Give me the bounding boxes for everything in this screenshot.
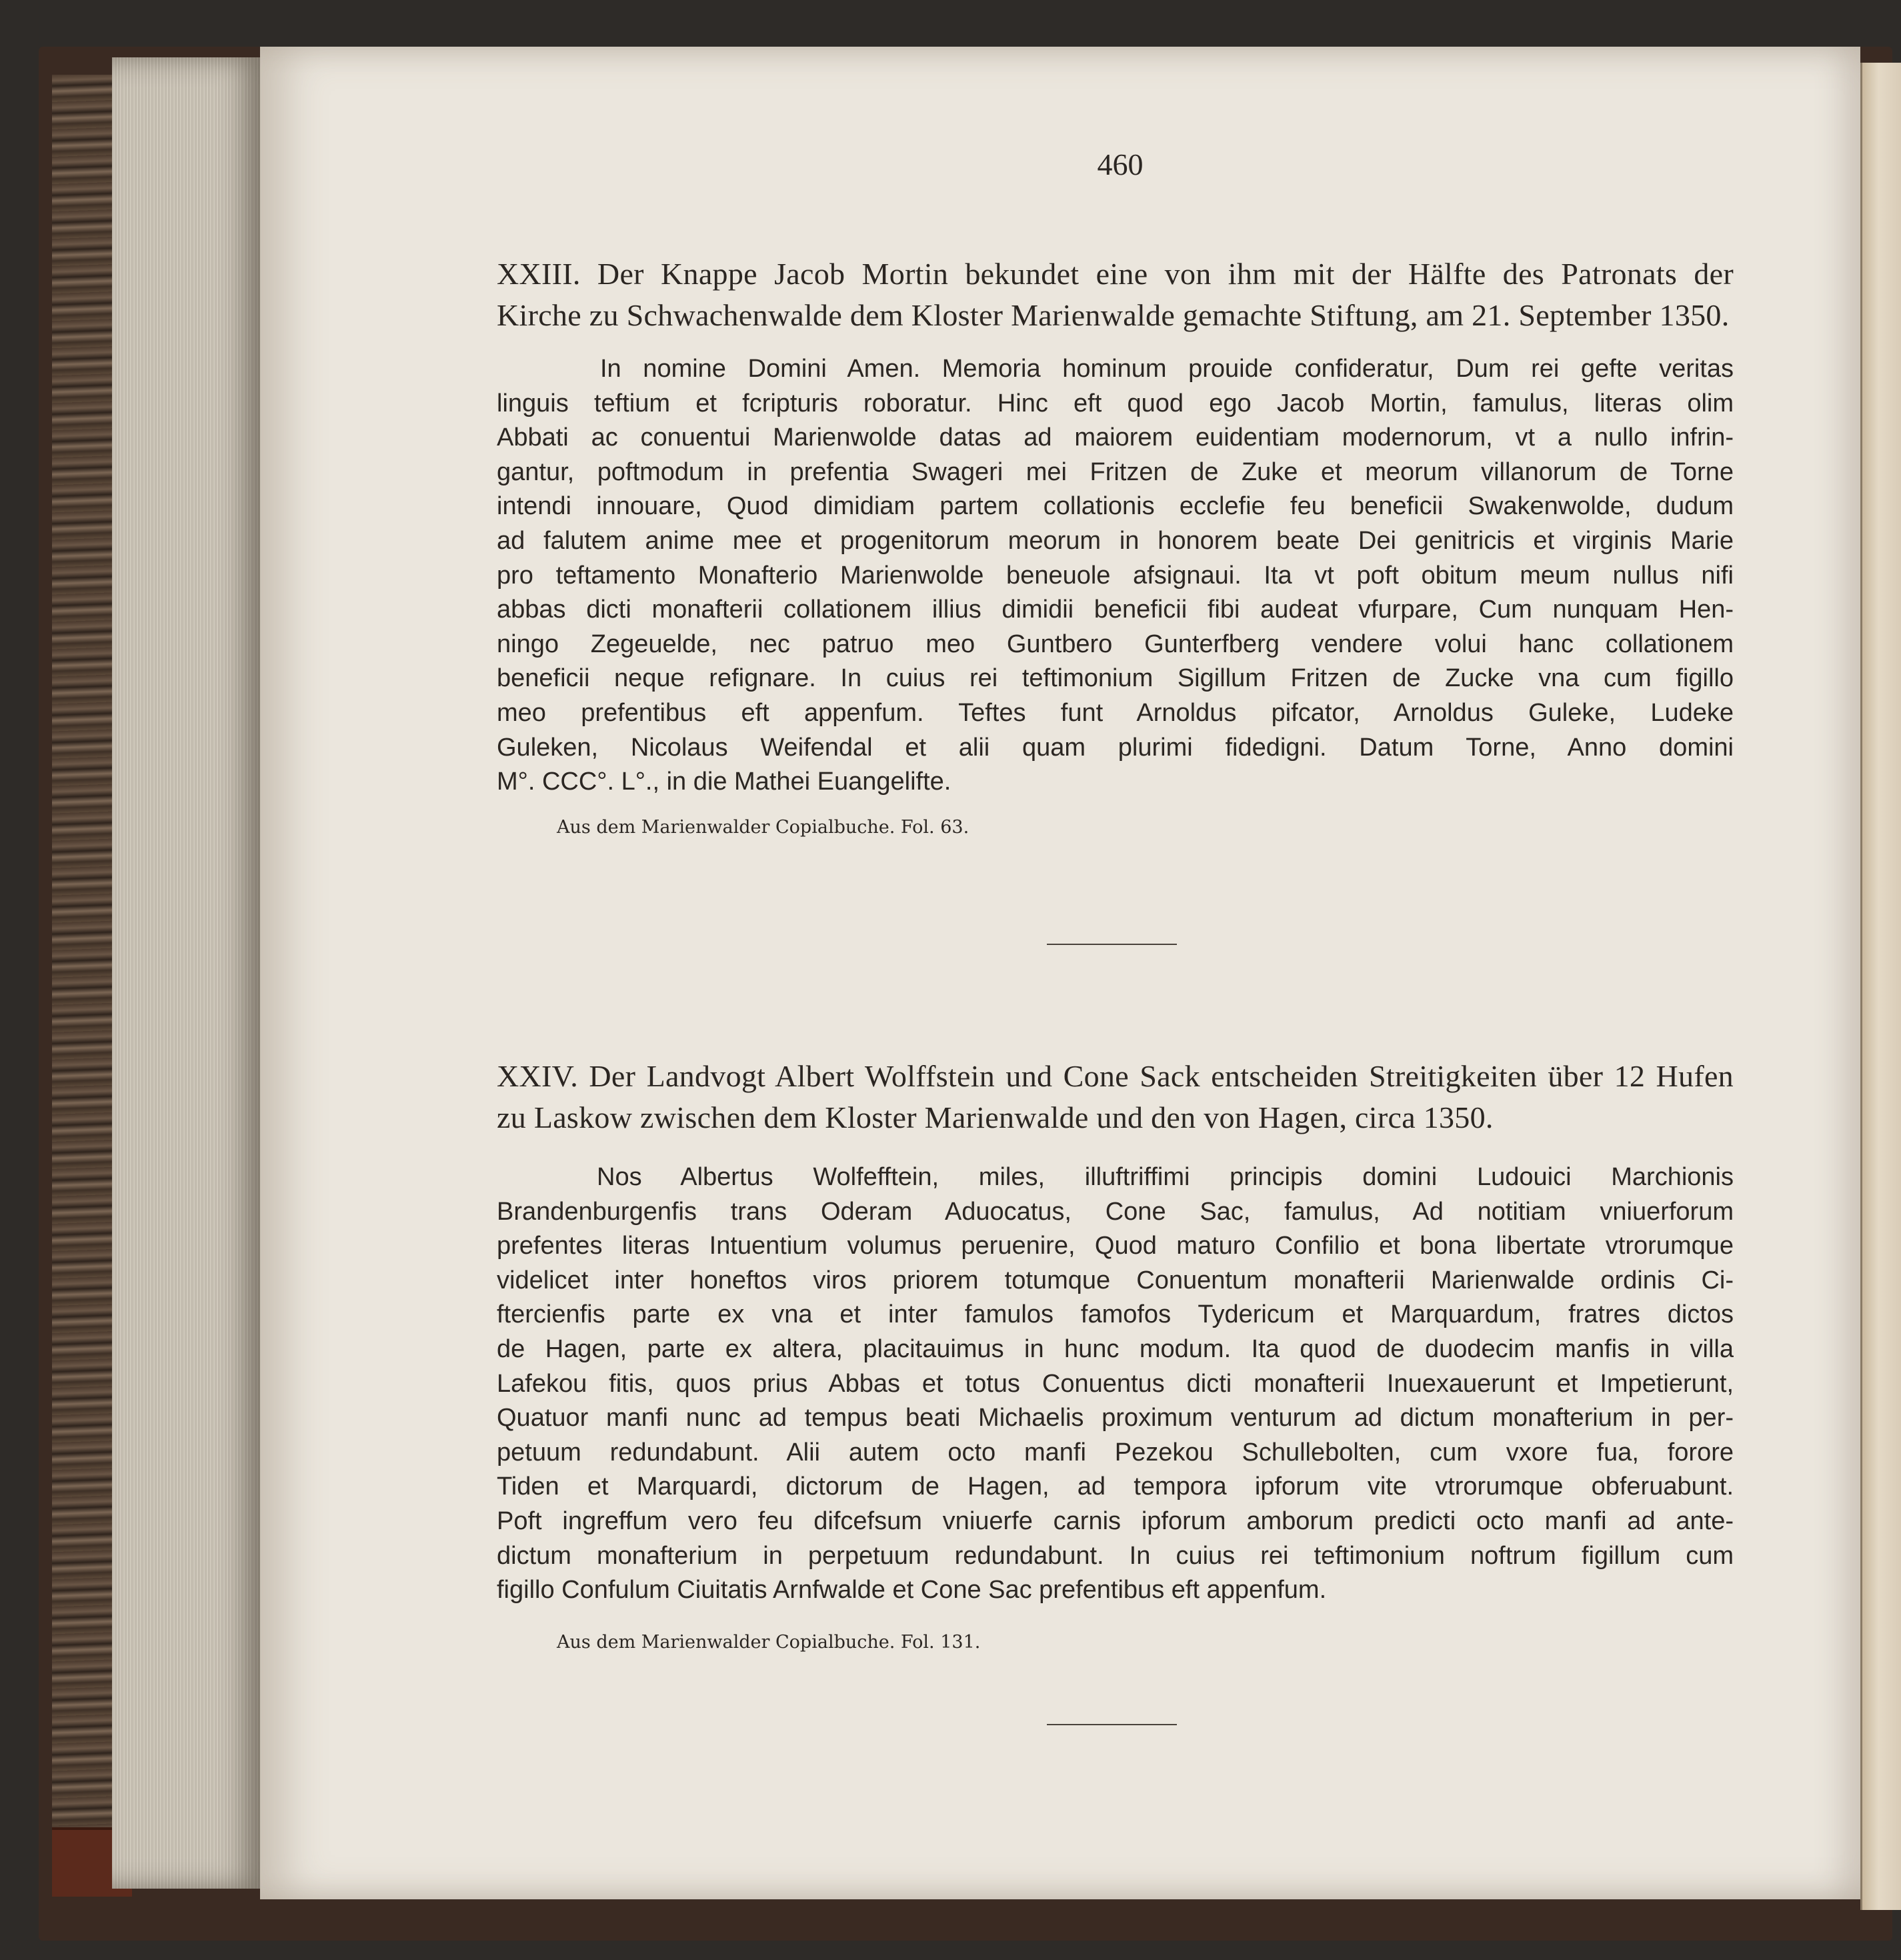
body-line: Poft ingreffum vero feu difcefsum vniuerfe carnis ipforum amborum predicti octo manfi ad ante- — [497, 1507, 1734, 1535]
body-line: de Hagen, parte ex altera, placitauimus in hunc modum. Ita quod de duodecim manfis in villa — [497, 1334, 1734, 1363]
body-line: Brandenburgenfis trans Oderam Aduocatus, Cone Sac, famulus, Ad notitiam vniuerforum — [497, 1197, 1734, 1226]
body-line: ad falutem anime mee et progenitorum meorum in honorem beate Dei genitricis et virginis Marie — [497, 526, 1734, 555]
body-line: In nomine Domini Amen. Memoria hominum prouide confideratur, Dum rei gefte veritas — [600, 355, 1734, 383]
doc-23-title-line-2: Kirche zu Schwachenwalde dem Kloster Marienwalde gemachte Stiftung, am 21. September 1350. — [497, 298, 1730, 332]
body-line: figillo Confulum Ciuitatis Arnfwalde et Cone Sac prefentibus eft appenfum. — [497, 1576, 1327, 1605]
body-line: intendi innouare, Quod dimidiam partem collationis ecclefie feu beneficii Swakenwolde, dudum — [497, 492, 1734, 521]
body-line: videlicet inter honeftos viros priorem totumque Conuentum monafterii Marienwalde ordinis Ci- — [497, 1266, 1734, 1294]
separator-rule — [1047, 944, 1177, 945]
doc-24-title — [497, 1056, 1734, 1138]
doc-24-body — [497, 1160, 1734, 1608]
body-line: M°. CCC°. L°., in die Mathei Euangelifte. — [497, 768, 952, 796]
body-line: beneficii neque refignare. In cuius rei teftimonium Sigillum Fritzen de Zucke vna cum figillo — [497, 664, 1734, 693]
doc-23-body — [497, 352, 1734, 800]
separator-rule-bottom — [1047, 1724, 1177, 1725]
page-edges — [112, 57, 265, 1889]
body-line: Tiden et Marquardi, dictorum de Hagen, ad tempora ipforum vite vtrorumque obferuabunt. — [497, 1473, 1734, 1501]
doc-23-title — [497, 253, 1734, 336]
body-line: Quatuor manfi nunc ad tempus beati Michaelis proximum venturum ad dictum monafterium in per- — [497, 1404, 1734, 1432]
body-line: Guleken, Nicolaus Weifendal et alii quam plurimi fidedigni. Datum Torne, Anno domini — [497, 733, 1734, 762]
body-line: dictum monafterium in perpetuum redundabunt. In cuius rei teftimonium noftrum figillum cum — [497, 1541, 1734, 1570]
body-line: gantur, poftmodum in prefentia Swageri mei Fritzen de Zuke et meorum villanorum de Torne — [497, 457, 1734, 486]
body-line: meo prefentibus eft appenfum. Teftes funt Arnoldus pifcator, Arnoldus Guleke, Ludeke — [497, 698, 1734, 727]
body-line: linguis teftium et fcripturis roboratur. Hinc eft quod ego Jacob Mortin, famulus, literas olim — [497, 389, 1734, 417]
doc-24-source — [497, 1631, 1794, 1655]
doc-24-source-note: Aus dem Marienwalder Copialbuche. Fol. 131. — [557, 1632, 981, 1653]
body-line: ftercienfis parte ex vna et inter famulos famofos Tydericum et Marquardum, fratres dictos — [497, 1300, 1734, 1329]
facing-page-edge — [1860, 63, 1901, 1910]
page-number: 460 — [1097, 147, 1144, 181]
body-line: petuum redundabunt. Alii autem octo manfi Pezekou Schullebolten, cum vxore fua, forore — [497, 1438, 1734, 1466]
body-line: Lafekou fitis, quos prius Abbas et totus Conuentus dicti monafterii Inuexauerunt et Impetierunt, — [497, 1369, 1734, 1398]
body-line: pro teftamento Monafterio Marienwolde beneuole afsignaui. Ita vt poft obitum meum nullus nifi — [497, 561, 1734, 590]
doc-23-source-note: Aus dem Marienwalder Copialbuche. Fol. 63. — [557, 817, 970, 838]
body-line: ningo Zegeuelde, nec patruo meo Guntbero Gunterfberg vendere volui hanc collationem — [497, 630, 1734, 658]
body-line: Abbati ac conuentui Marienwolde datas ad maiorem euidentiam modernorum, vt a nullo infrin- — [497, 423, 1734, 452]
doc-23-body-text — [497, 352, 1734, 800]
doc-24-body-text — [497, 1160, 1734, 1608]
doc-24-title-line-2: zu Laskow zwischen dem Kloster Marienwalde und den von Hagen, circa 1350. — [497, 1100, 1494, 1134]
body-line: prefentes literas Intuentium volumus peruenire, Quod maturo Confilio et bona libertate vtrorumque — [497, 1232, 1734, 1260]
body-line: abbas dicti monafterii collationem illius dimidii beneficii fibi audeat vfurpare, Cum nunquam Hen- — [497, 596, 1734, 624]
doc-23-title-line-1: XXIII. Der Knappe Jacob Mortin bekundet eine von ihm mit der Hälfte des Patronats der — [497, 257, 1734, 291]
doc-23-source — [497, 816, 1794, 840]
body-line: Nos Albertus Wolfefftein, miles, illuftriffimi principis domini Ludouici Marchionis — [597, 1163, 1734, 1191]
doc-24-title-line-1: XXIV. Der Landvogt Albert Wolffstein und Cone Sack entscheiden Streitigkeiten über 12 Hufen — [497, 1059, 1734, 1093]
marbled-cover-edge — [52, 75, 116, 1889]
